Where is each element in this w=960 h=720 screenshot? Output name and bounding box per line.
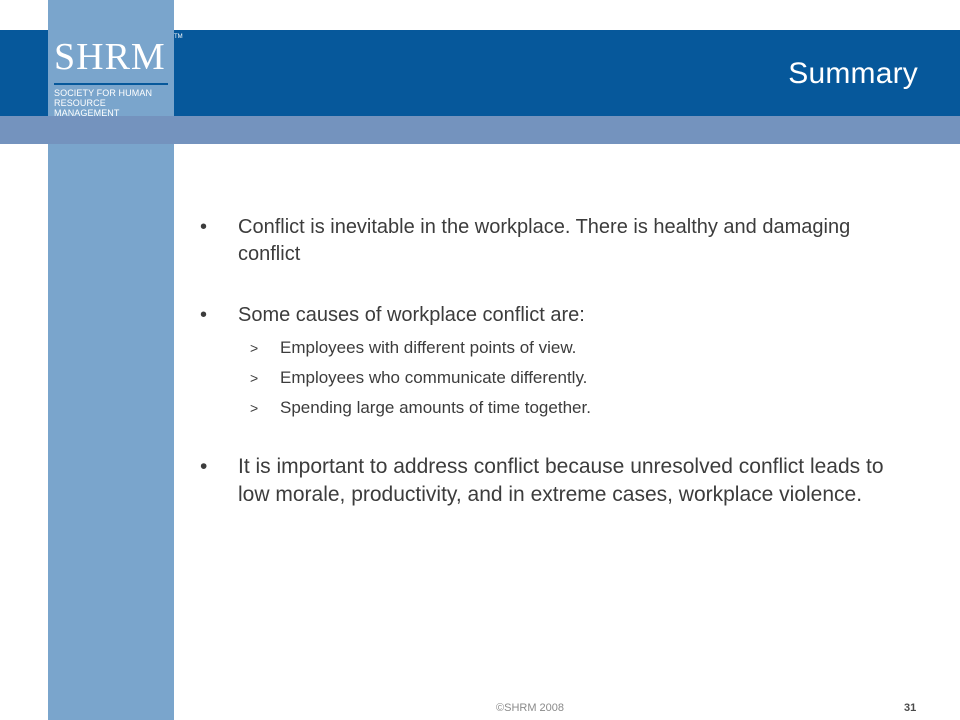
bullet-text: Conflict is inevitable in the workplace. There is healthy and damaging conflict — [238, 216, 851, 265]
bullet-symbol: • — [200, 304, 208, 326]
slide-content — [200, 214, 900, 509]
bullet-text: It is important to address conflict because unresolved conflict leads to low morale, productivity, and in extreme cases, workplace violence. — [238, 455, 884, 506]
header-subband — [0, 116, 960, 144]
logo-divider — [54, 83, 168, 85]
sub-bullet-item — [200, 333, 900, 363]
sub-bullet-symbol: > — [250, 340, 259, 356]
logo-trademark: TM — [174, 34, 183, 40]
sub-bullet-list — [200, 333, 900, 423]
bullet-symbol: • — [200, 216, 208, 238]
sub-bullet-item — [200, 363, 900, 393]
bullet-item — [200, 214, 900, 268]
bullet-item — [200, 453, 900, 509]
logo-mark: SHRM — [54, 36, 166, 78]
footer-copyright: ©SHRM 2008 — [496, 702, 565, 714]
sub-bullet-symbol: > — [250, 400, 259, 416]
sub-bullet-item — [200, 393, 900, 423]
logo-tagline: SOCIETY FOR HUMAN RESOURCE MANAGEMENT — [54, 88, 153, 118]
slide-title: Summary — [788, 57, 918, 90]
sub-bullet-symbol: > — [250, 370, 259, 386]
bullet-text: Some causes of workplace conflict are: — [238, 304, 585, 326]
bullet-symbol: • — [200, 455, 208, 478]
bullet-item — [200, 302, 900, 329]
sub-bullet-text: Employees who communicate differently. — [280, 368, 588, 387]
sub-bullet-text: Employees with different points of view. — [280, 338, 577, 357]
page-number: 31 — [904, 702, 917, 714]
sub-bullet-text: Spending large amounts of time together. — [280, 398, 591, 417]
shrm-logo — [48, 30, 183, 118]
